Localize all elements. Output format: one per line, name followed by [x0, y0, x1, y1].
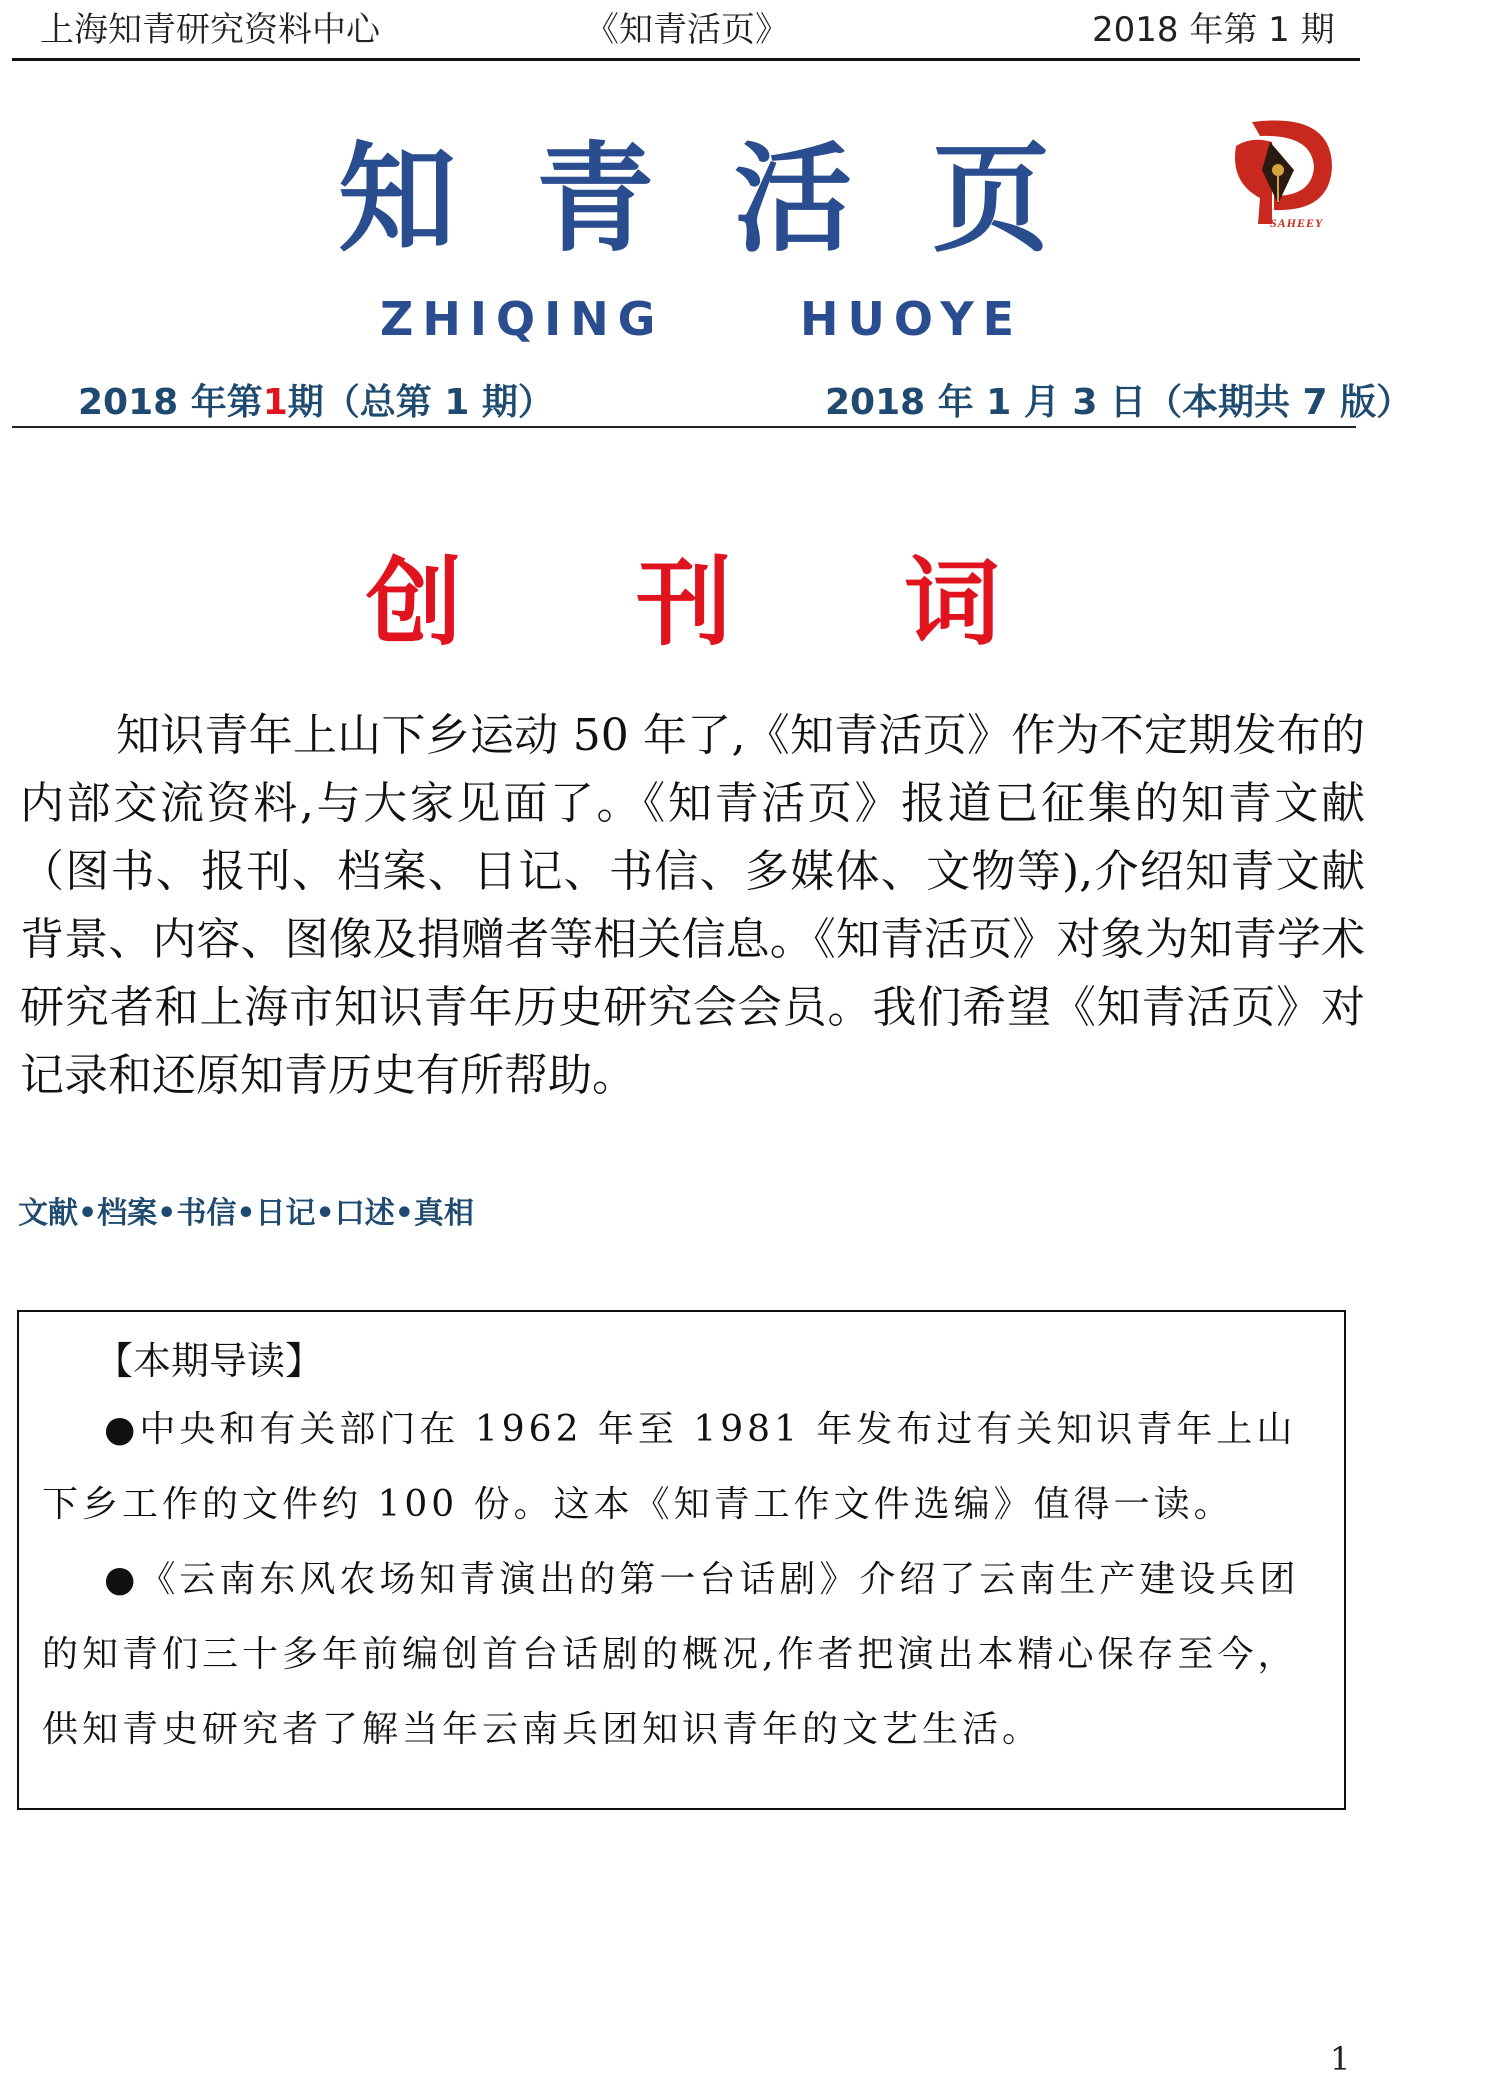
masthead-pinyin-2: HUOYE: [800, 292, 1024, 346]
masthead-rule: [12, 426, 1356, 428]
publisher-logo: [1212, 112, 1342, 232]
page-number: 1: [1330, 2040, 1351, 2078]
intro-paragraph: 知识青年上山下乡运动 50 年了,《知青活页》作为不定期发布的内部交流资料,与大家见面了。《知青活页》报道已征集的知青文献（图书、报刊、档案、日记、书信、多媒体、文物等),介绍知青文献背景、内容、图像及捐赠者等相关信息。《知青活页》对象为知青学术研究者和上海市知识青年历史研究会会员。我们希望《知青活页》对记录和还原知青历史有所帮助。: [20, 710, 1365, 1101]
masthead-title-char: 页: [932, 130, 1051, 268]
guide-title: 【本期导读】: [95, 1339, 324, 1383]
issue-date: 2018 年 1 月 3 日（本期共 7 版）: [825, 382, 1413, 423]
guide-item: ●《云南东风农场知青演出的第一台话剧》介绍了云南生产建设兵团的知青们三十多年前编创首台话剧的概况,作者把演出本精心保存至今，供知青史研究者了解当年云南兵团知识青年的文艺生活。: [42, 1559, 1300, 1750]
masthead-title-char: 青: [536, 130, 655, 268]
masthead-title-char: 活: [734, 130, 853, 268]
running-header-left: 上海知青研究资料中心: [40, 10, 380, 50]
top-rule: [12, 58, 1360, 61]
pen-nib-logo-icon: [1212, 112, 1342, 232]
heading-char: 词: [904, 547, 1000, 659]
logo-text: SAHEEY: [1270, 216, 1324, 230]
running-header-right: 2018 年第 1 期: [1092, 10, 1335, 50]
heading-char: 创: [366, 547, 462, 659]
tag-line: 文献•档案•书信•日记•口述•真相: [18, 1196, 474, 1231]
guide-item: ●中央和有关部门在 1962 年至 1981 年发布过有关知识青年上山下乡工作的文件约 100 份。这本《知青工作文件选编》值得一读。: [42, 1409, 1297, 1525]
running-header-center: 《知青活页》: [585, 10, 789, 50]
masthead-title-char: 知: [338, 130, 457, 268]
issue-number: 2018 年第1期（总第 1 期）: [78, 382, 554, 423]
heading-char: 刊: [636, 547, 732, 659]
masthead-pinyin-1: ZHIQING: [380, 292, 665, 346]
